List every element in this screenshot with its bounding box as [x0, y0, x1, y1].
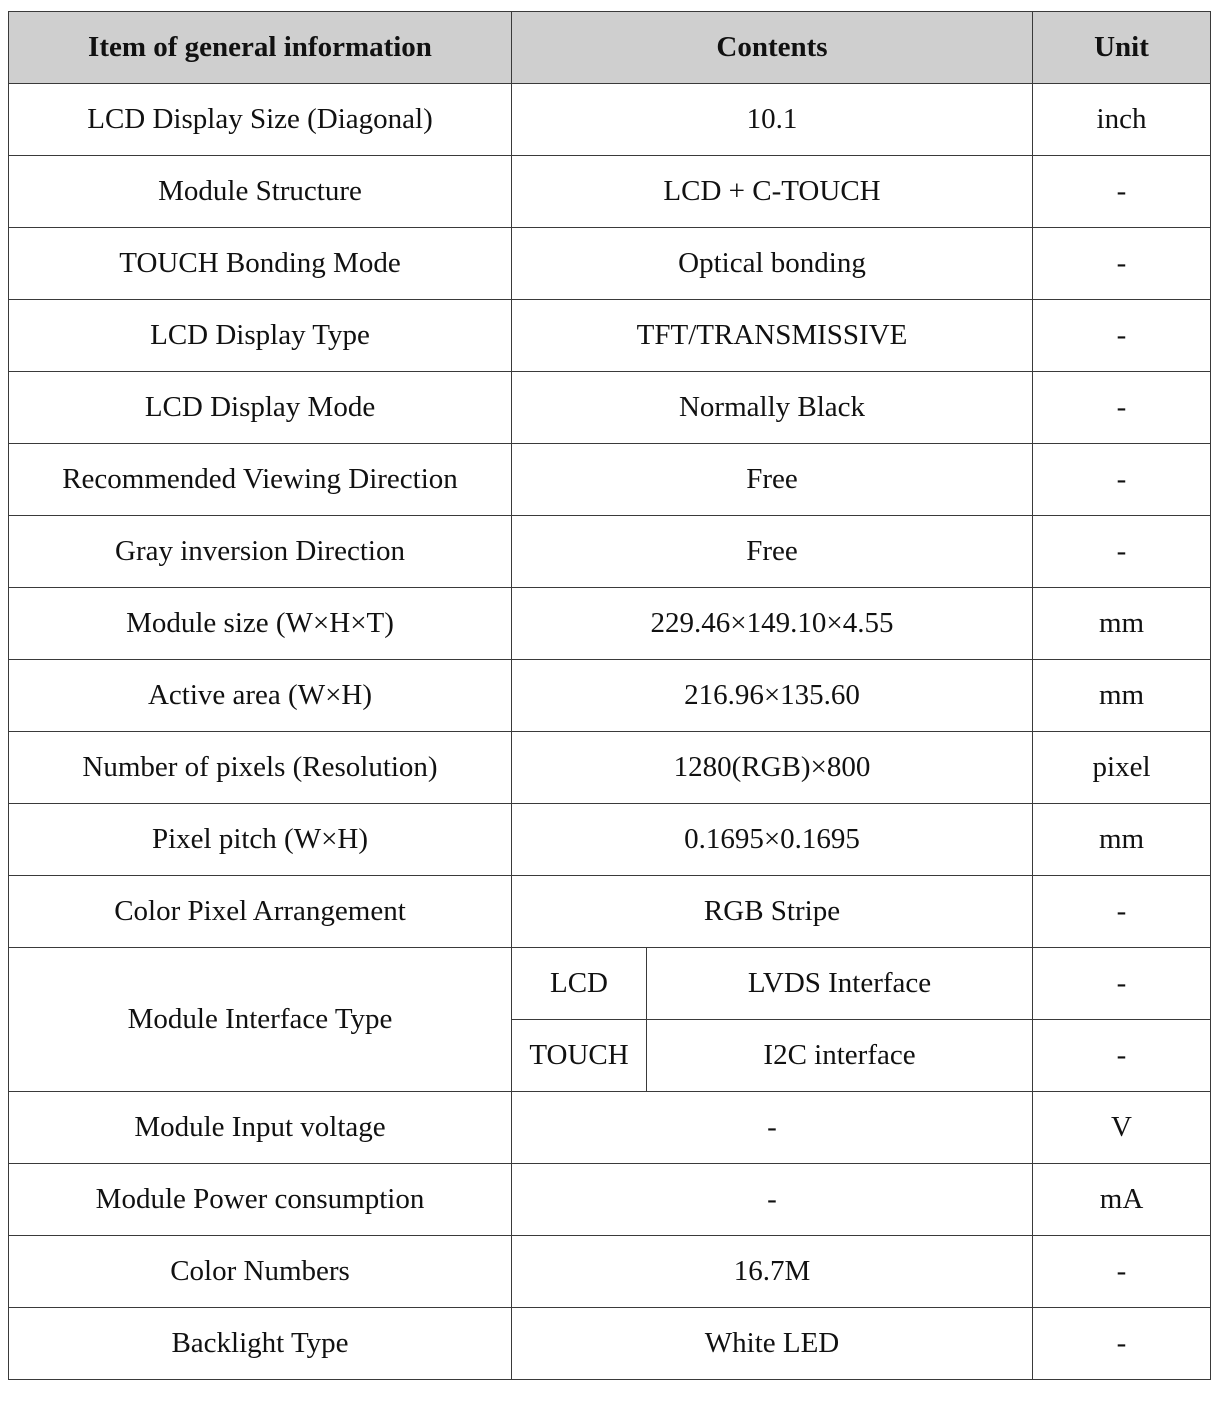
- unit-cell: -: [1033, 948, 1211, 1020]
- table-row: [9, 1236, 1211, 1308]
- header-unit: Unit: [1033, 12, 1211, 84]
- contents-cell: I2C interface: [647, 1020, 1033, 1092]
- item-cell: Gray inversion Direction: [9, 516, 512, 588]
- unit-cell: -: [1033, 156, 1211, 228]
- table-row: [9, 588, 1211, 660]
- unit-cell: mA: [1033, 1164, 1211, 1236]
- unit-cell: V: [1033, 1092, 1211, 1164]
- contents-cell: RGB Stripe: [512, 876, 1033, 948]
- unit-cell: -: [1033, 300, 1211, 372]
- item-cell: LCD Display Size (Diagonal): [9, 84, 512, 156]
- contents-cell: -: [512, 1092, 1033, 1164]
- unit-cell: -: [1033, 1020, 1211, 1092]
- contents-cell: 216.96×135.60: [512, 660, 1033, 732]
- table-row: [9, 876, 1211, 948]
- table-row: [9, 1164, 1211, 1236]
- contents-cell: Free: [512, 516, 1033, 588]
- item-cell: Recommended Viewing Direction: [9, 444, 512, 516]
- table-row: [9, 84, 1211, 156]
- unit-cell: -: [1033, 1308, 1211, 1380]
- item-cell: Backlight Type: [9, 1308, 512, 1380]
- table-row-interface-lcd: [9, 948, 1211, 1020]
- item-cell: Module size (W×H×T): [9, 588, 512, 660]
- contents-cell: 0.1695×0.1695: [512, 804, 1033, 876]
- table-row: [9, 444, 1211, 516]
- header-contents: Contents: [512, 12, 1033, 84]
- unit-cell: mm: [1033, 588, 1211, 660]
- contents-cell: 229.46×149.10×4.55: [512, 588, 1033, 660]
- item-cell: Active area (W×H): [9, 660, 512, 732]
- contents-cell: 10.1: [512, 84, 1033, 156]
- table-row: [9, 732, 1211, 804]
- item-cell: Number of pixels (Resolution): [9, 732, 512, 804]
- item-cell: TOUCH Bonding Mode: [9, 228, 512, 300]
- contents-cell: LVDS Interface: [647, 948, 1033, 1020]
- contents-cell: Normally Black: [512, 372, 1033, 444]
- contents-cell: LCD + C-TOUCH: [512, 156, 1033, 228]
- item-cell: Module Power consumption: [9, 1164, 512, 1236]
- item-cell: Module Interface Type: [9, 948, 512, 1092]
- table-row: [9, 804, 1211, 876]
- table-row: [9, 1308, 1211, 1380]
- table-row: [9, 1092, 1211, 1164]
- contents-cell: White LED: [512, 1308, 1033, 1380]
- header-row: [9, 12, 1211, 84]
- table-row: [9, 156, 1211, 228]
- unit-cell: -: [1033, 228, 1211, 300]
- contents-cell: Free: [512, 444, 1033, 516]
- interface-sub-label: LCD: [512, 948, 647, 1020]
- contents-cell: Optical bonding: [512, 228, 1033, 300]
- spec-table: [8, 11, 1211, 1380]
- contents-cell: 16.7M: [512, 1236, 1033, 1308]
- unit-cell: pixel: [1033, 732, 1211, 804]
- unit-cell: mm: [1033, 660, 1211, 732]
- unit-cell: -: [1033, 1236, 1211, 1308]
- table-row: [9, 228, 1211, 300]
- unit-cell: -: [1033, 516, 1211, 588]
- item-cell: Color Numbers: [9, 1236, 512, 1308]
- interface-sub-label: TOUCH: [512, 1020, 647, 1092]
- item-cell: LCD Display Type: [9, 300, 512, 372]
- unit-cell: -: [1033, 444, 1211, 516]
- item-cell: Pixel pitch (W×H): [9, 804, 512, 876]
- item-cell: LCD Display Mode: [9, 372, 512, 444]
- unit-cell: inch: [1033, 84, 1211, 156]
- item-cell: Color Pixel Arrangement: [9, 876, 512, 948]
- contents-cell: 1280(RGB)×800: [512, 732, 1033, 804]
- unit-cell: -: [1033, 876, 1211, 948]
- item-cell: Module Structure: [9, 156, 512, 228]
- item-cell: Module Input voltage: [9, 1092, 512, 1164]
- table-row: [9, 372, 1211, 444]
- table-row: [9, 516, 1211, 588]
- contents-cell: -: [512, 1164, 1033, 1236]
- unit-cell: mm: [1033, 804, 1211, 876]
- header-item: Item of general information: [9, 12, 512, 84]
- table-row: [9, 300, 1211, 372]
- table-row: [9, 660, 1211, 732]
- unit-cell: -: [1033, 372, 1211, 444]
- contents-cell: TFT/TRANSMISSIVE: [512, 300, 1033, 372]
